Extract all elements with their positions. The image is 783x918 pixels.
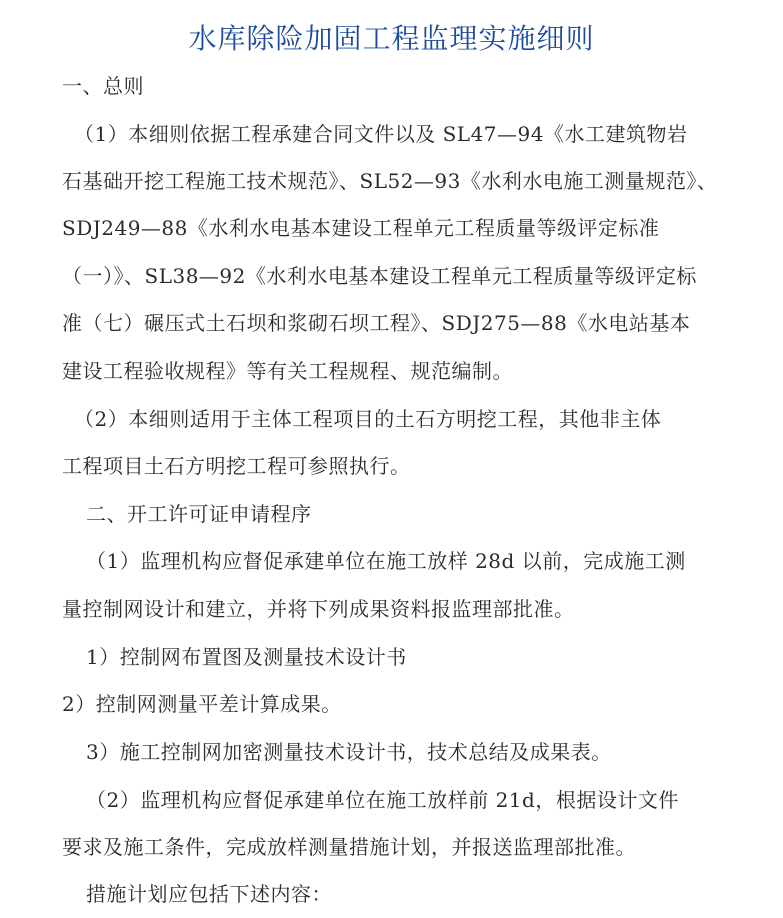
document-title: 水库除险加固工程监理实施细则 bbox=[188, 22, 595, 55]
paragraph-line: （1）本细则依据工程承建合同文件以及 SL47—94《水工建筑物岩 bbox=[74, 122, 688, 146]
paragraph-line: 量控制网设计和建立，并将下列成果资料报监理部批准。 bbox=[62, 597, 575, 621]
list-item: 1）控制网布置图及测量技术设计书 bbox=[86, 645, 407, 669]
paragraph-line: SDJ249—88《水利水电基本建设工程单元工程质量等级评定标准 bbox=[62, 216, 660, 240]
paragraph-line: 工程项目土石方明挖工程可参照执行。 bbox=[62, 454, 411, 478]
list-item: 3）施工控制网加密测量技术设计书，技术总结及成果表。 bbox=[86, 740, 612, 764]
section-heading-general: 一、总则 bbox=[62, 74, 144, 98]
paragraph-line: 建设工程验收规程》等有关工程规程、规范编制。 bbox=[62, 359, 513, 383]
paragraph-line: 石基础开挖工程施工技术规范》、SL52—93《水利水电施工测量规范》、 bbox=[62, 169, 718, 193]
paragraph-line: （1）监理机构应督促承建单位在施工放样 28d 以前，完成施工测 bbox=[86, 549, 686, 573]
section-heading-permit: 二、开工许可证申请程序 bbox=[86, 502, 312, 526]
paragraph-line: （一）》、SL38—92《水利水电基本建设工程单元工程质量等级评定标 bbox=[62, 264, 697, 288]
paragraph-line: 准（七）碾压式土石坝和浆砌石坝工程》、SDJ275—88《水电站基本 bbox=[62, 311, 691, 335]
paragraph-line: （2）本细则适用于主体工程项目的土石方明挖工程，其他非主体 bbox=[74, 407, 662, 431]
list-item: 2）控制网测量平差计算成果。 bbox=[62, 692, 342, 716]
paragraph-line: 措施计划应包括下述内容： bbox=[86, 882, 332, 906]
paragraph-line: （2）监理机构应督促承建单位在施工放样前 21d，根据设计文件 bbox=[86, 788, 679, 812]
paragraph-line: 要求及施工条件，完成放样测量措施计划，并报送监理部批准。 bbox=[62, 835, 636, 859]
